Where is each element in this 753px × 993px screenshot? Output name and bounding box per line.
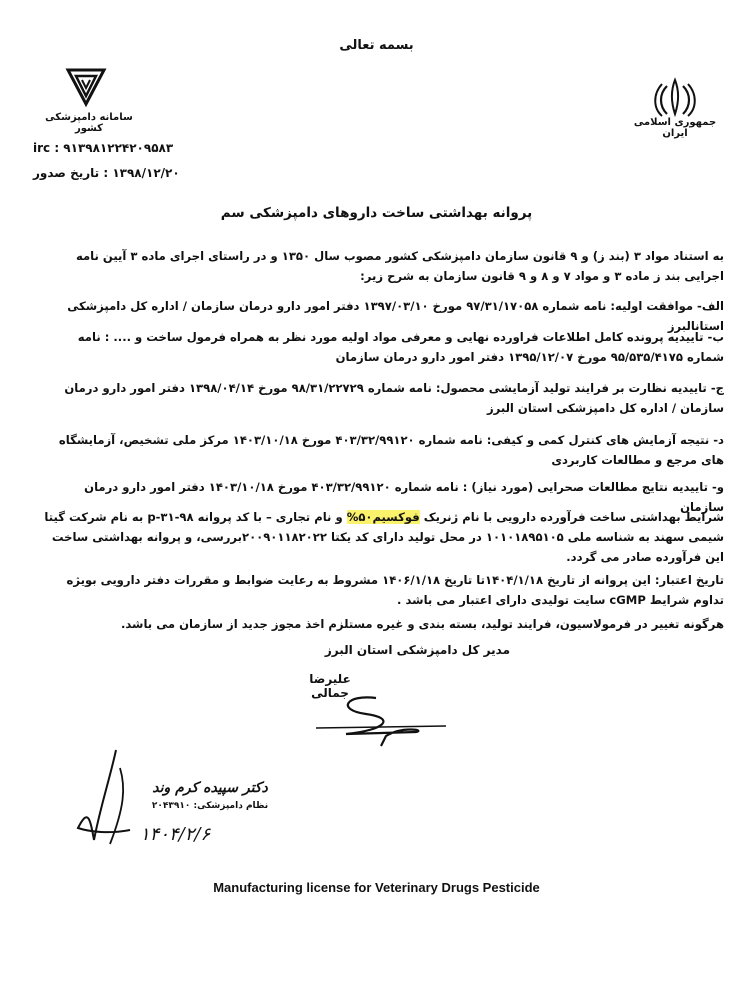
conditions-text-before: شرایط بهداشتی ساخت فرآورده دارویی با نام ژنریک <box>419 510 724 524</box>
generic-name-highlight: فوکسیم۵۰% <box>346 510 420 524</box>
signature-icon <box>306 690 456 750</box>
clause-alef: الف- موافقت اولیه: نامه شماره ۹۷/۳۱/۱۷۰۵۸ مورخ ۱۳۹۷/۰۳/۱۰ دفتر امور دارو درمان سازمان / اداره کل دامپزشکی استانالبرز <box>67 299 724 333</box>
document-title: پروانه بهداشتی ساخت داروهای دامپزشکی سم <box>220 205 533 221</box>
stamp-code: نظام دامپزشکی: ۲۰۴۳۹۱۰ <box>151 801 269 811</box>
signatory-name: علیرضا جمالی <box>309 672 351 700</box>
change-notice: هرگونه تغییر در فرمولاسیون، فرایند تولید، بسته بندی و غیره مستلزم اخذ مجوز جدید از سازمان می باشد. <box>120 617 724 631</box>
clause-dal: د- نتیجه آزمایش های کنترل کمی و کیفی: نامه شماره ۴۰۳/۳۲/۹۹۱۲۰ مورخ ۱۴۰۳/۱۰/۱۸ مرکز ملی تشخیص، آزمایشگاه های مرجع و مطالعات کاربردی <box>58 433 724 467</box>
conditions-text-after: و نام تجاری – با کد پروانه p-۳۱-۹۸ به نام شرکت گیتا شیمی سهند به شناسه ملی ۱۰۱۰۱۸۹۵۱۰۵ در محل تولید دارای کد یکتا ۲۰۰۹۰۱۱۸۲۰۲۲بررسی، و پروانه بهداشتی ساخت این فرآورده صادر می گردد. <box>44 510 724 564</box>
validity-paragraph: تاریخ اعتبار: این پروانه از تاریخ ۱۴۰۴/۱/۱۸تا تاریخ ۱۴۰۶/۱/۱۸ مشروط به رعایت ضوابط و مقررات دفتر دارویی بویژه تداوم شرایط cGMP سایت تولیدی دارای اعتبار می باشد . <box>66 573 724 607</box>
clause-be: ب- تاییدیه پرونده کامل اطلاعات فراورده نهایی و معرفی مواد اولیه مورد نظر به همراه فرمول ساخت و .... : نامه شماره ۹۵/۵۳۵/۴۱۷۵ مورخ ۱۳۹۵/۱۲/۰۷ دفتر امور دارو درمان سازمان <box>77 330 724 364</box>
clause-vav: و- تاییدیه نتایج مطالعات صحرایی (مورد نیاز) : نامه شماره ۴۰۳/۳۲/۹۹۱۲۰ مورخ ۱۴۰۳/۱۰/۱۸ دفتر امور دارو درمان سازمان <box>84 480 724 514</box>
company-name: سامانه دامپزشکی کشور <box>45 112 133 134</box>
company-logo-icon <box>62 64 110 108</box>
intro-paragraph: به استناد مواد ۳ (بند ز) و ۹ قانون سازمان دامپزشکی کشور مصوب سال ۱۳۵۰ و در راستای اجرای ماده ۳ آیین نامه اجرایی بند ز ماده ۳ و مواد ۷ و ۸ و ۹ قانون سازمان به شرح زیر: <box>75 249 724 283</box>
basmala: بسمه تعالی <box>339 38 414 53</box>
stamp-name: دکتر سپیده کرم وند <box>152 780 268 796</box>
conditions-paragraph <box>38 507 724 567</box>
signatory-title: مدیر کل دامپزشکی استان البرز <box>324 643 510 657</box>
irc-code: irc : ۹۱۳۹۸۱۲۲۴۲۰۹۵۸۳ <box>33 141 174 155</box>
clause-jim: ج- تاییدیه نظارت بر فرایند تولید آزمایشی محصول: نامه شماره ۹۸/۳۱/۲۲۷۲۹ مورخ ۱۳۹۸/۰۴/۱۴ دفتر امور دارو درمان سازمان / اداره کل دامپزشکی استان البرز <box>64 381 724 415</box>
iran-emblem-icon <box>653 76 697 118</box>
english-footer: Manufacturing license for Veterinary Drugs Pesticide <box>213 880 540 895</box>
emblem-label: جمهوری اسلامی ایران <box>633 117 717 139</box>
issue-date: ۱۳۹۸/۱۲/۲۰ : تاریخ صدور <box>33 166 180 180</box>
handwritten-date: ۱۴۰۴/۲/۶ <box>140 824 211 845</box>
